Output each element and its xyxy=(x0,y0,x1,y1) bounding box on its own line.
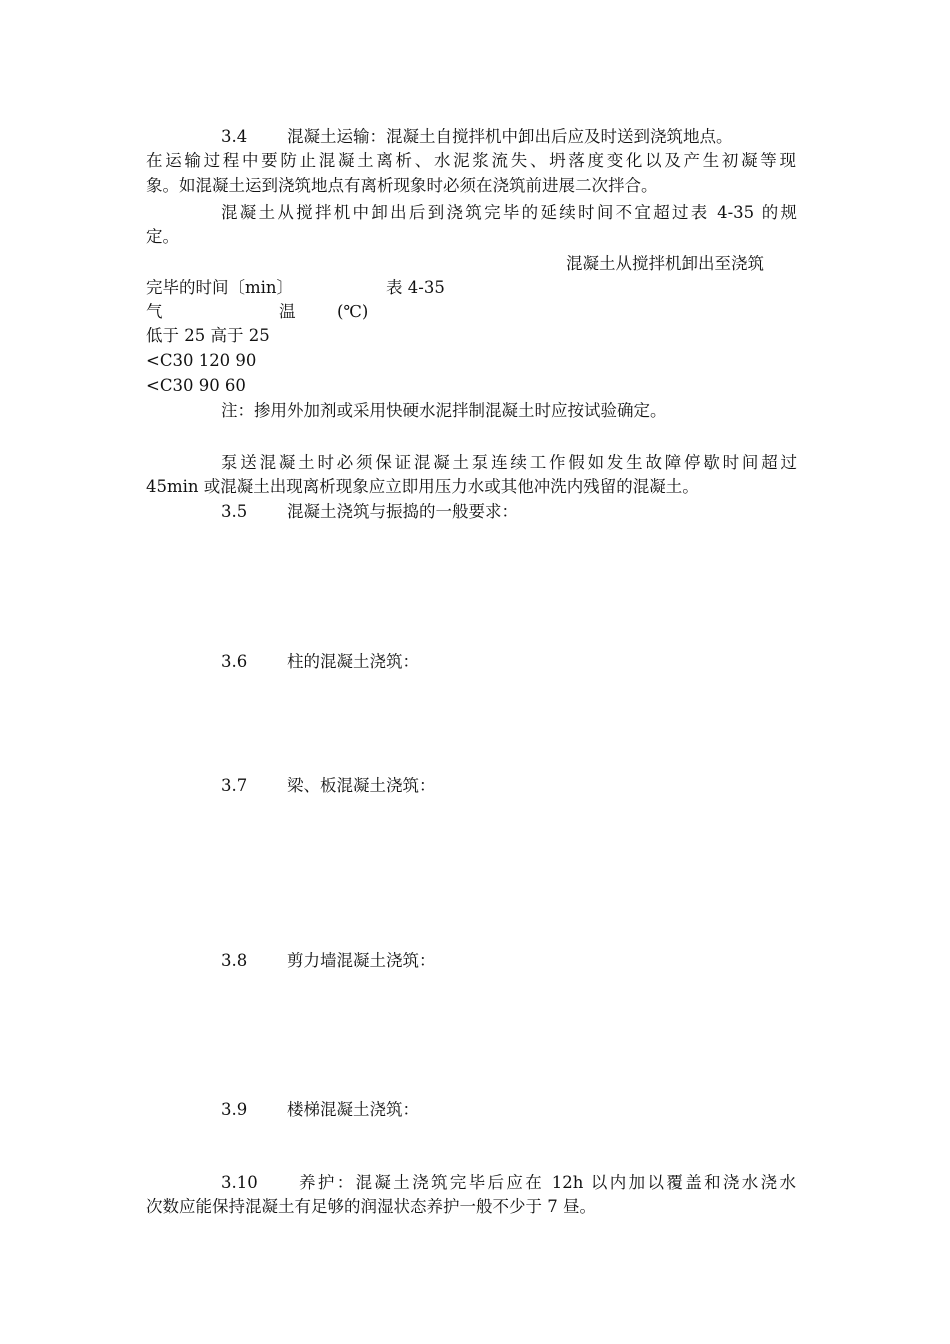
section-title: 柱的混凝土浇筑： xyxy=(287,652,419,671)
paragraph-line xyxy=(221,201,797,225)
section-3-6-heading xyxy=(221,650,419,674)
section-3-9-heading xyxy=(221,1098,419,1122)
section-title: 混凝土浇筑与振捣的一般要求： xyxy=(287,502,518,521)
paragraph-line: 象。如混凝土运到浇筑地点有离析现象时必须在浇筑前进展二次拌合。 xyxy=(146,176,658,195)
section-number: 3.4 xyxy=(221,127,248,146)
section-number: 3.10 xyxy=(221,1173,258,1192)
section-title: 梁、板混凝土浇筑： xyxy=(287,776,436,795)
table-header-cell: (℃) xyxy=(337,302,369,321)
table-header-cell: 气 xyxy=(146,302,163,321)
section-3-10-heading xyxy=(221,1171,796,1195)
section-number: 3.8 xyxy=(221,951,248,970)
section-number: 3.9 xyxy=(221,1100,248,1119)
section-title: 楼梯混凝土浇筑： xyxy=(287,1100,419,1119)
paragraph-line: 45min 或混凝土出现离析现象应立即用压力水或其他冲洗内残留的混凝土。 xyxy=(146,477,699,496)
section-3-7-heading xyxy=(221,774,436,798)
table-title: 混凝土从搅拌机卸出至浇筑 xyxy=(566,254,764,273)
paragraph-text: 在运输过程中要防止混凝土离析、水泥浆流失、坍落度变化以及产生初凝等现 xyxy=(146,151,796,170)
table-header-cell: 温 xyxy=(279,302,296,321)
paragraph-text: 养护：混凝土浇筑完毕后应在 12h 以内加以覆盖和浇水浇水 xyxy=(299,1173,796,1192)
table-row: 低于 25 高于 25 xyxy=(146,326,270,345)
paragraph-line: 混凝土运输：混凝土自搅拌机中卸出后应及时送到浇筑地点。 xyxy=(287,127,733,146)
section-3-4-heading xyxy=(221,125,733,149)
paragraph-line: 次数应能保持混凝土有足够的润湿状态养护一般不少于 7 昼。 xyxy=(146,1197,596,1216)
section-3-8-heading xyxy=(221,949,436,973)
section-number: 3.5 xyxy=(221,502,248,521)
section-title: 剪力墙混凝土浇筑： xyxy=(287,951,436,970)
section-number: 3.6 xyxy=(221,652,248,671)
table-number: 表 4-35 xyxy=(386,278,445,297)
paragraph-text: 混凝土从搅拌机中卸出后到浇筑完毕的延续时间不宜超过表 4-35 的规 xyxy=(221,203,797,222)
paragraph-text: 泵送混凝土时必须保证混凝土泵连续工作假如发生故障停歇时间超过 xyxy=(221,453,797,472)
table-row: <C30 90 60 xyxy=(146,376,246,395)
table-note: 注：掺用外加剂或采用快硬水泥拌制混凝土时应按试验确定。 xyxy=(221,401,667,420)
paragraph-line xyxy=(221,451,797,475)
section-3-5-heading xyxy=(221,500,518,524)
table-title-continued xyxy=(146,276,445,300)
paragraph-line: 定。 xyxy=(146,227,179,246)
table-header xyxy=(146,300,368,324)
section-number: 3.7 xyxy=(221,776,248,795)
table-title-text: 完毕的时间〔min〕 xyxy=(146,278,294,297)
table-row: <C30 120 90 xyxy=(146,351,257,370)
paragraph-line xyxy=(146,149,796,173)
